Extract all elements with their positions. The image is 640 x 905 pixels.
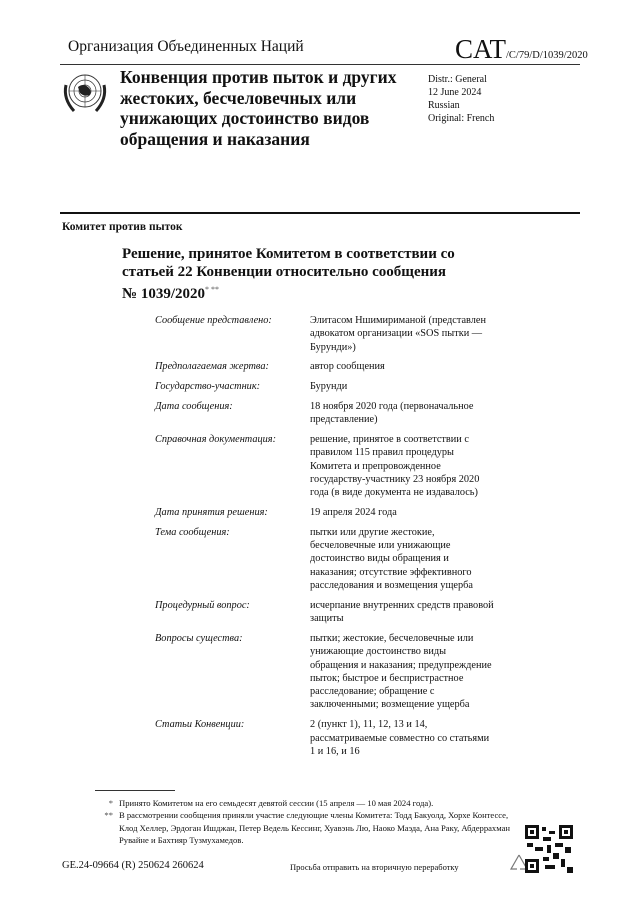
case-metadata (155, 314, 495, 765)
meta-label: Государство-участник: (155, 381, 261, 393)
meta-label: Дата принятия решения: (155, 507, 268, 519)
footnote-divider (95, 790, 175, 791)
meta-label: Справочная документация: (155, 434, 277, 446)
meta-value: пытки; жестокие, бесчеловечные или унижающие достоинство виды обращения и наказания; предупреждение пыток; быстрое и беспристрастное расследование; обращение с заключенными; возмещение ущерба (310, 632, 492, 711)
meta-row (155, 718, 495, 758)
distribution-block (428, 73, 494, 125)
header-divider (60, 64, 580, 65)
meta-label: Тема сообщения: (155, 526, 230, 538)
footnote (95, 797, 515, 809)
meta-row (155, 400, 495, 427)
meta-label: Статьи Конвенции: (155, 719, 245, 731)
date: 12 June 2024 (428, 87, 482, 98)
meta-value: автор сообщения (310, 361, 385, 373)
meta-value: решение, принятое в соответствии с правилом 115 правил процедуры Комитета и препровожденное государству-участнику 23 ноября 2020 года (в виде документа не издавалось) (310, 434, 480, 499)
symbol-suffix: /C/79/D/1039/2020 (506, 50, 588, 61)
organization-name: Организация Объединенных Наций (68, 38, 304, 55)
distribution: Distr.: General (428, 74, 487, 85)
footnote-mark: * (108, 798, 113, 808)
footnote-mark: ** (104, 810, 113, 821)
recycle-note: Просьба отправить на вторичную переработку (290, 862, 459, 872)
footnote-marks: * ** (205, 285, 219, 294)
original-language: Original: French (428, 113, 495, 124)
meta-row (155, 433, 495, 499)
meta-row (155, 380, 495, 393)
meta-row (155, 599, 495, 626)
meta-value: пытки или другие жестокие, бесчеловечные или унижающие достоинство виды обращения и наказания; отсутствие эффективного расследования и возмещения ущерба (310, 526, 473, 592)
footnotes (95, 797, 515, 846)
decision-title (122, 246, 462, 304)
language: Russian (428, 100, 460, 111)
meta-label: Сообщение представлено: (155, 315, 272, 326)
meta-value: 2 (пункт 1), 11, 12, 13 и 14, рассматриваемые совместно со статьями 1 и 16, и 16 (310, 719, 490, 757)
meta-row (155, 632, 495, 712)
meta-label: Дата сообщения: (155, 400, 233, 412)
footnote (95, 809, 515, 846)
meta-row (155, 506, 495, 519)
meta-value: 18 ноября 2020 года (первоначальное представление) (310, 400, 474, 426)
committee-name: Комитет против пыток (62, 221, 183, 233)
meta-row (155, 314, 495, 354)
decision-title-text: Решение, принятое Комитетом в соответствии со статьей 22 Конвенции относительно сообщения № 1039/2020 (122, 246, 455, 302)
meta-value: 19 апреля 2024 года (310, 507, 397, 519)
document-symbol (455, 34, 588, 65)
section-divider (60, 212, 580, 214)
meta-row (155, 360, 495, 373)
meta-value: исчерпание внутренних средств правовой защиты (310, 599, 494, 625)
job-number: GE.24-09664 (R) 250624 260624 (62, 860, 204, 871)
meta-row (155, 526, 495, 592)
footnote-text: В рассмотрении сообщения приняли участие следующие члены Комитета: Тодд Бакуолд, Хорхе Контессе, Клод Хеллер, Эрдоган Ишджан, Петер Ведель Кессинг, Хуавэнь Лю, Наоко Маэда, Ана Раку, Абдеррахман Рувайне и Бахтияр Тузмухамедов. (119, 810, 511, 845)
meta-value: Элитасом Ншимиримaной (представлен адвокатом организации «SOS пытки — Бурунди») (310, 315, 486, 353)
meta-label: Вопросы существа: (155, 632, 243, 644)
meta-label: Предполагаемая жертва: (155, 361, 269, 373)
meta-label: Процедурный вопрос: (155, 599, 250, 611)
symbol-main: CAT (455, 34, 507, 64)
convention-title: Конвенция против пыток и других жестоких, бесчеловечных или унижающих достоинство видов обращения и наказания (120, 67, 397, 149)
un-emblem-icon (60, 67, 110, 117)
meta-value: Бурунди (310, 381, 348, 393)
footnote-text: Принято Комитетом на его семьдесят девятой сессии (15 апреля — 10 мая 2024 года). (119, 798, 434, 808)
qr-code-icon (525, 825, 573, 873)
